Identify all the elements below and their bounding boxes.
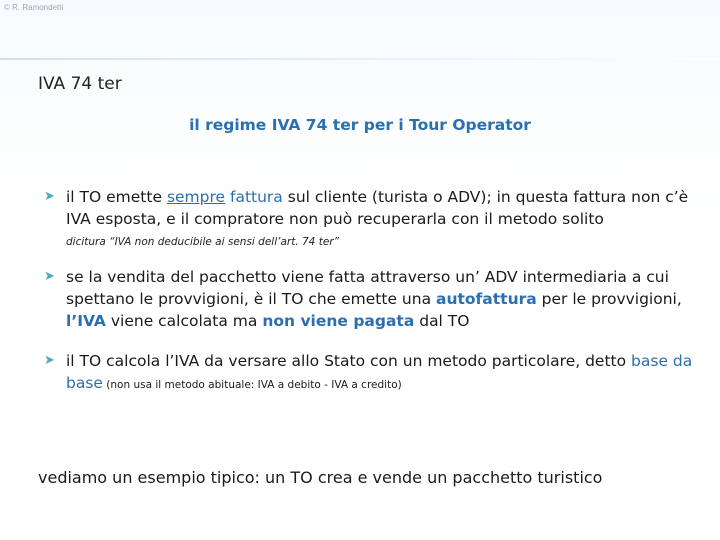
slide-subtitle: il regime IVA 74 ter per i Tour Operator — [189, 116, 531, 134]
title-divider — [0, 58, 720, 60]
bullet-item — [44, 266, 704, 332]
bullet-note: dicitura “IVA non deducibile ai sensi dell’art. 74 ter” — [66, 236, 340, 248]
slide-title: IVA 74 ter — [38, 74, 122, 94]
example-intro-text: vediamo un esempio tipico: un TO crea e vende un pacchetto turistico — [38, 468, 603, 487]
bullet-text: se la vendita del pacchetto viene fatta attraverso un’ ADV intermediaria a cui spettano le provvigioni, è il TO che emette una autofattura per le provvigioni, l’IVA viene calcolata ma non viene pagata dal TO — [66, 268, 682, 330]
bullet-item — [44, 350, 704, 396]
arrow-bullet-icon: ➤ — [44, 353, 55, 368]
bullet-text: il TO emette sempre fattura sul cliente (turista o ADV); in questa fattura non c’è IVA esposta, e il compratore non può recuperarla con il metodo solito — [66, 188, 689, 228]
arrow-bullet-icon: ➤ — [44, 189, 55, 204]
arrow-bullet-icon: ➤ — [44, 269, 55, 284]
bullet-item — [44, 186, 704, 230]
copyright-text: © R. Ramondetti — [4, 3, 64, 12]
bullet-text: il TO calcola l’IVA da versare allo Stato con un metodo particolare, detto base da base (non usa il metodo abituale: IVA a debito - IVA a credito) — [66, 352, 693, 392]
